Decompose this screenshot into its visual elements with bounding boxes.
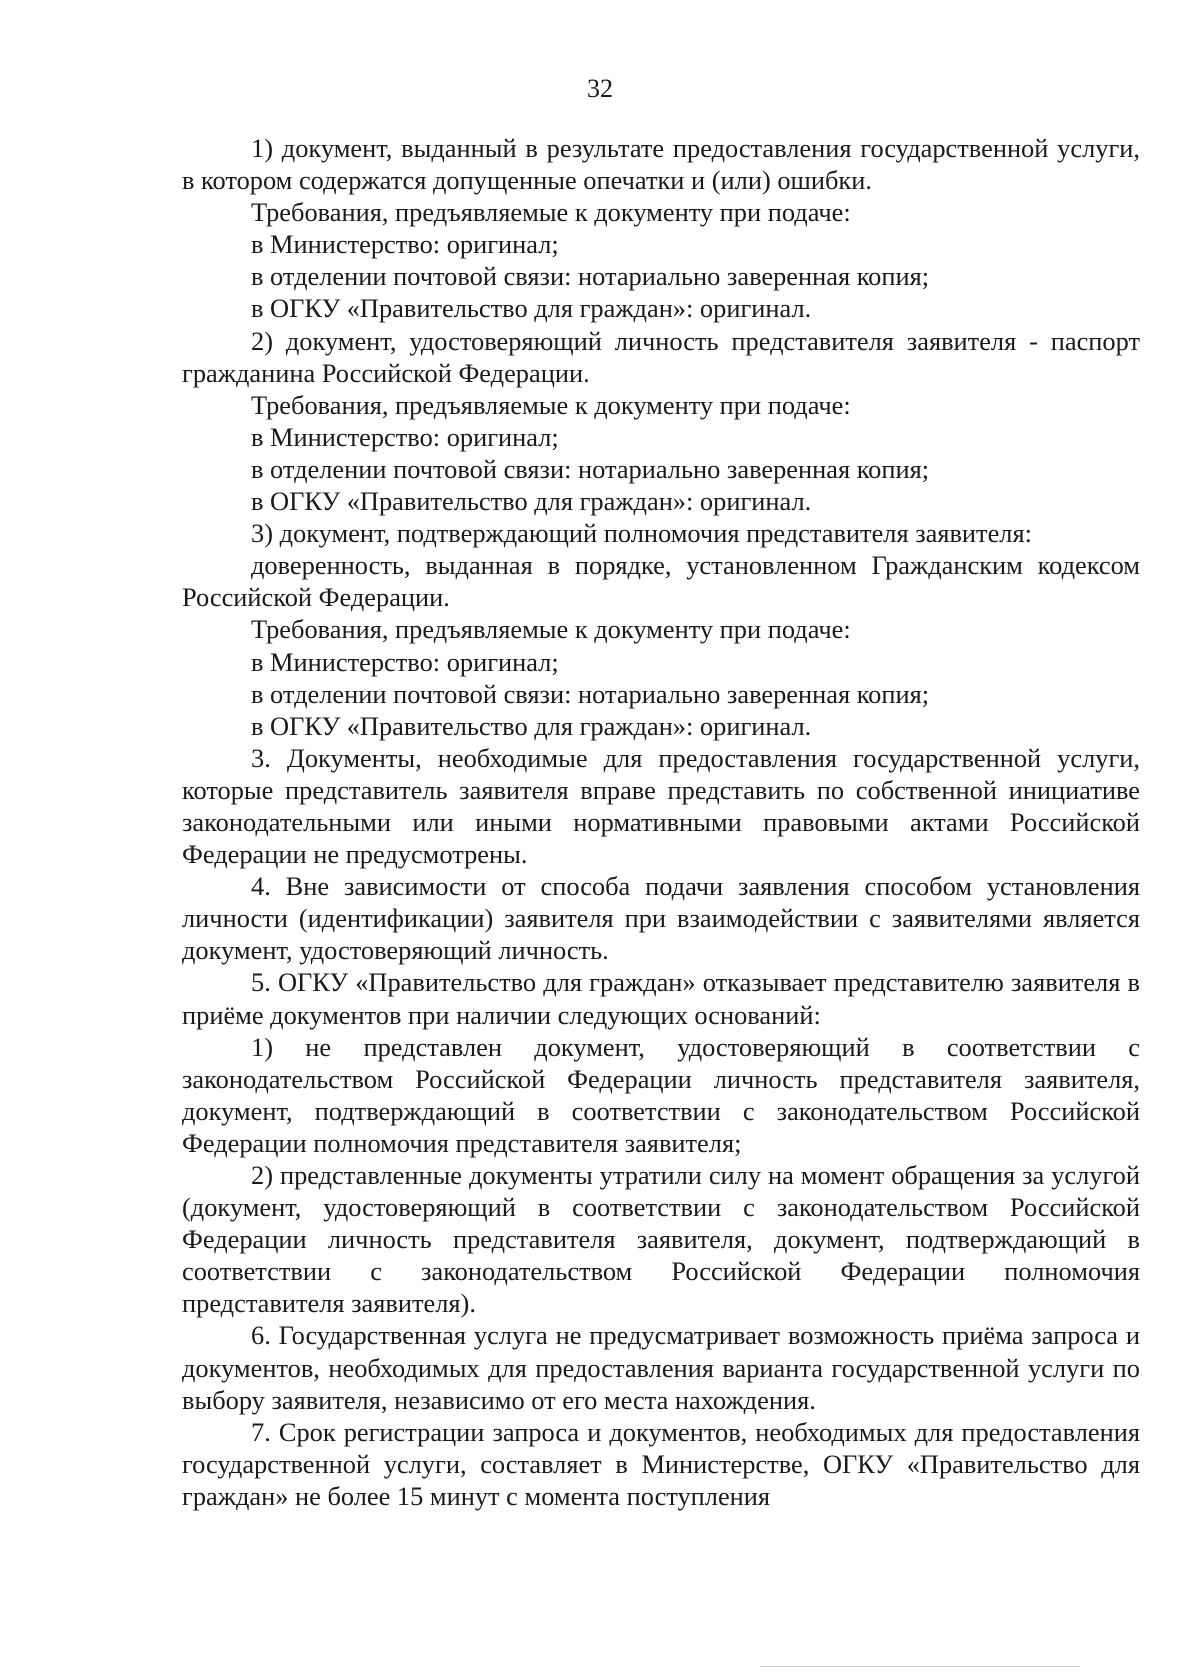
paragraph: 3) документ, подтверждающий полномочия представителя заявителя:	[251, 518, 1032, 549]
scan-edge-line	[760, 1666, 1080, 1667]
paragraph: в отделении почтовой связи: нотариально заверенная копия;	[251, 453, 930, 484]
paragraph: 1) не представлен документ, удостоверяющий в соответствии с законодательством Российской Федерации личность представителя заявителя, документ, подтверждающий в соответствии с законодательством Российской Федерации полномочия представителя заявителя;	[182, 1031, 1140, 1158]
paragraph: 2) представленные документы утратили силу на момент обращения за услугой (документ, удостоверяющий в соответствии с законодательством Российской Федерации личность представителя заявителя, документ, подтверждающий в соответствии с законодательством Российской Федерации полномочия представителя заявителя).	[182, 1160, 1140, 1319]
paragraph: 5. ОГКУ «Правительство для граждан» отказывает представителю заявителя в приёме документов при наличии следующих оснований:	[182, 967, 1140, 1030]
page-number: 32	[587, 74, 613, 103]
paragraph: в Министерство: оригинал;	[251, 229, 559, 260]
paragraph: 2) документ, удостоверяющий личность представителя заявителя - паспорт гражданина Российской Федерации.	[182, 325, 1140, 388]
paragraph: Требования, предъявляемые к документу при подаче:	[251, 614, 851, 645]
paragraph: 1) документ, выданный в результате предоставления государственной услуги, в котором содержатся допущенные опечатки и (или) ошибки.	[182, 133, 1140, 196]
paragraph: доверенность, выданная в порядке, установленном Гражданским кодексом Российской Федерации.	[182, 550, 1140, 613]
paragraph: в ОГКУ «Правительство для граждан»: оригинал.	[251, 486, 812, 517]
paragraph: 6. Государственная услуга не предусматривает возможность приёма запроса и документов, необходимых для предоставления варианта государственной услуги по выбору заявителя, независимо от его места нахождения.	[182, 1320, 1140, 1415]
paragraph: Требования, предъявляемые к документу при подаче:	[251, 197, 851, 228]
paragraph: в отделении почтовой связи: нотариально заверенная копия;	[251, 261, 930, 292]
paragraph: в ОГКУ «Правительство для граждан»: оригинал.	[251, 293, 812, 324]
paragraph: 4. Вне зависимости от способа подачи заявления способом установления личности (идентификации) заявителя при взаимодействии с заявителями является документ, удостоверяющий личность.	[182, 871, 1140, 966]
paragraph: в Министерство: оригинал;	[251, 646, 559, 677]
paragraph: Требования, предъявляемые к документу при подаче:	[251, 389, 851, 420]
paragraph: 7. Срок регистрации запроса и документов, необходимых для предоставления государственной услуги, составляет в Министерстве, ОГКУ «Правительство для граждан» не более 15 минут с момента поступления	[182, 1416, 1140, 1511]
document-body	[182, 132, 1140, 1512]
paragraph: 3. Документы, необходимые для предоставления государственной услуги, которые представитель заявителя вправе представить по собственной инициативе законодательными или иными нормативными правовыми актами Российской Федерации не предусмотрены.	[182, 742, 1140, 870]
paragraph: в Министерство: оригинал;	[251, 421, 559, 452]
paragraph: в ОГКУ «Правительство для граждан»: оригинал.	[251, 710, 812, 741]
paragraph: в отделении почтовой связи: нотариально заверенная копия;	[251, 678, 930, 709]
